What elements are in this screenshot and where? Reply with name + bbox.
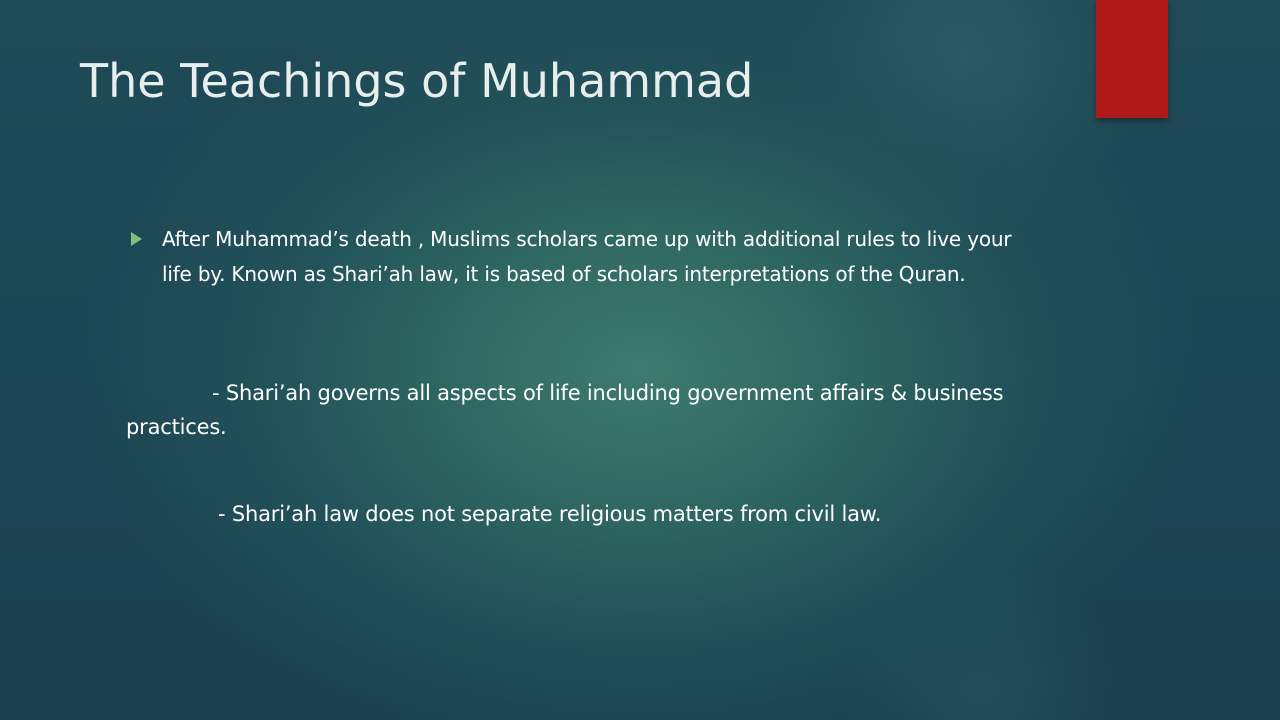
bullet-item bbox=[126, 222, 1046, 292]
sub-point-civil-law: - Shari’ah law does not separate religious matters from civil law. bbox=[218, 502, 882, 526]
sub-point-government: - Shari’ah governs all aspects of life including government affairs & business practices. bbox=[126, 381, 1004, 439]
bullet-text: After Muhammad’s death , Muslims scholars came up with additional rules to live your life by. Known as Shari’ah law, it is based of scholars interpretations of the Quran. bbox=[162, 227, 1012, 286]
slide-title: The Teachings of Muhammad bbox=[80, 54, 754, 108]
triangle-bullet-icon bbox=[131, 232, 142, 246]
accent-bar bbox=[1096, 0, 1168, 118]
